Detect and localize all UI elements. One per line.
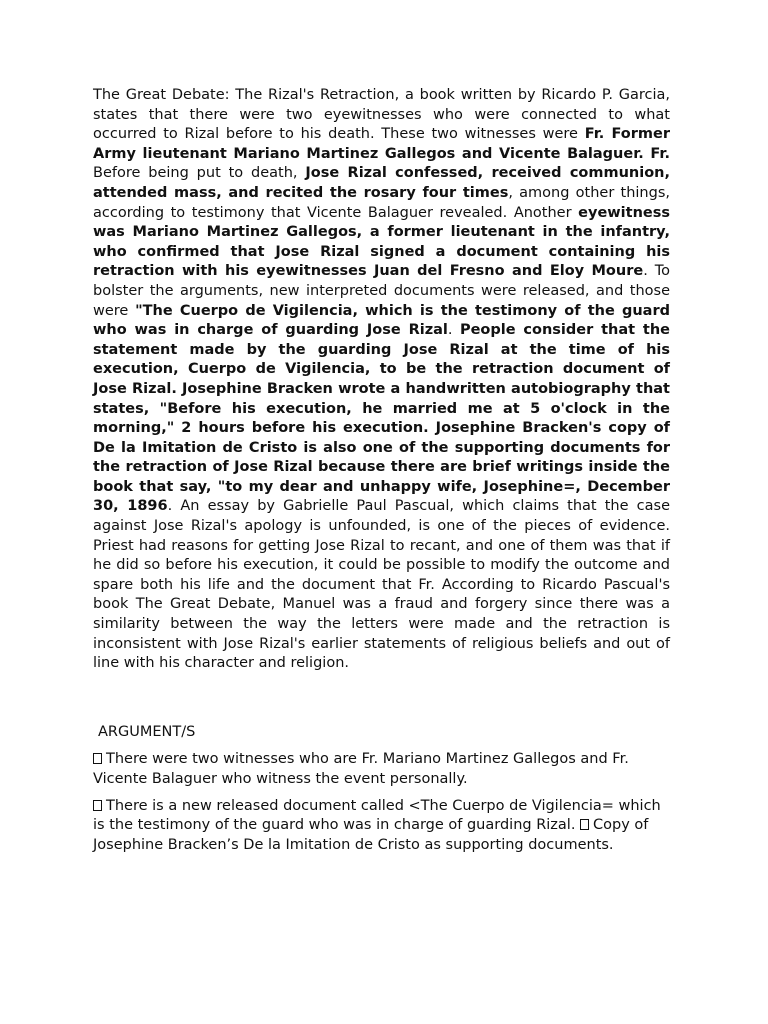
bullet-item — [93, 797, 670, 856]
bold-span: Fr. Former Army lieutenant Mariano Martinez Gallegos and Vicente Balaguer. Fr. — [93, 126, 670, 162]
text-span: . — [447, 322, 460, 339]
text-span: The Great Debate: The Rizal's Retraction, a book written by Ricardo P. Garcia, states that there were two eyewitnesses who were connected to what occurred to Rizal before to his death. These two witnesses were — [93, 87, 670, 143]
bullet-item — [93, 750, 670, 789]
bullet-box-icon — [580, 819, 589, 830]
text-span: Before being put to death, — [93, 165, 306, 182]
bullet-box-icon — [93, 753, 102, 764]
bullet-text: There were two witnesses who are Fr. Mariano Martinez Gallegos and Fr. Vicente Balaguer who witness the event personally. — [93, 751, 629, 787]
bold-span: "The Cuerpo de Vigilencia, which is the testimony of the guard who was in charge of guarding Jose Rizal — [93, 302, 670, 339]
document-page — [93, 86, 670, 855]
bullet-text: There is a new released document called <The Cuerpo de Vigilencia= which is the testimony of the guard who was in charge of guarding Rizal. — [93, 797, 661, 834]
body-paragraph — [93, 86, 670, 674]
bold-span: eyewitness was Mariano Martinez Gallegos, a former lieutenant in the infantry, who confirmed that Jose Rizal signed a document containing his retraction with his eyewitnesses Juan del Fresno and Eloy Moure — [93, 204, 670, 280]
text-span: , among other things, according to testimony that Vicente Balaguer revealed. Another — [93, 184, 670, 221]
bold-span: Jose Rizal confessed, received communion, attended mass, and recited the rosary four times — [93, 165, 670, 201]
bold-span: People consider that the statement made by the guarding Jose Rizal at the time of his execution, Cuerpo de Vigilencia, to be the retraction document of Jose Rizal. Josephine Bracken wrote a handwritten autobiography that states, "Before his execution, he married me at 5 o'clock in the morning," 2 hours before his execution. Josephine Bracken's copy of De la Imitation de Cristo is also one of the supporting documents for the retraction of Jose Rizal because there are brief writings inside the book that say, "to my dear and unhappy wife, Josephine=, December 30, 1896 — [93, 322, 670, 515]
text-span: . An essay by Gabrielle Paul Pascual, which claims that the case against Jose Rizal's apology is unfounded, is one of the pieces of evidence. Priest had reasons for getting Jose Rizal to recant, and one of them was that if he did so before his execution, it could be possible to modify the outcome and spare both his life and the document that Fr. According to Ricardo Pascual's book The Great Debate, Manuel was a fraud and forgery since there was a similarity between the way the letters were made and the retraction is inconsistent with Jose Rizal's earlier statements of religious beliefs and out of line with his character and religion. — [93, 498, 670, 672]
bullet-box-icon — [93, 800, 102, 811]
bullet-text: Copy of Josephine Bracken’s De la Imitation de Cristo as supporting documents. — [93, 817, 649, 853]
section-heading: ARGUMENT/S — [98, 723, 196, 740]
text-span: . To bolster the arguments, new interpreted documents were released, and those were — [93, 263, 670, 319]
